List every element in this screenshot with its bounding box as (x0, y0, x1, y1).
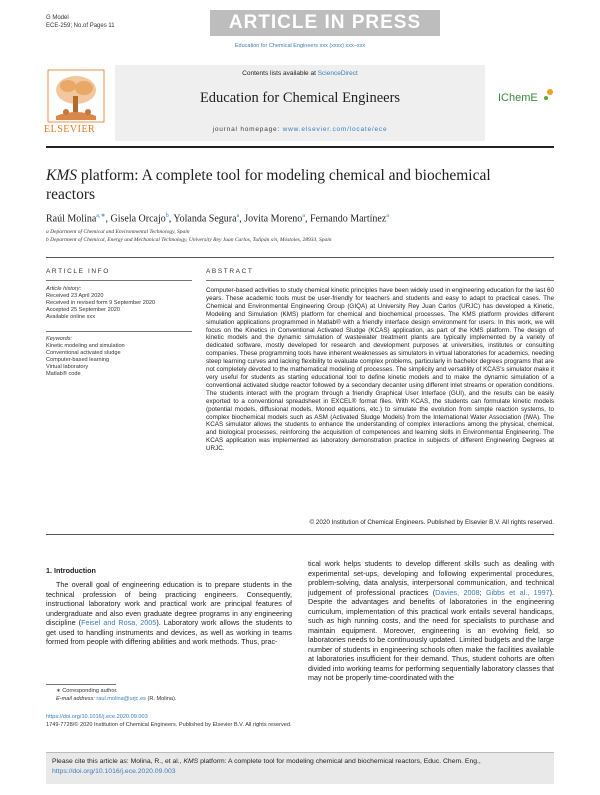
author-sup[interactable]: a (386, 213, 389, 219)
introduction-heading: 1. Introduction (46, 566, 96, 575)
front-matter-rule (46, 257, 554, 258)
masthead-rule (46, 146, 554, 148)
author-name: Raúl Molina (46, 213, 97, 225)
intro-text: ). Despite the advantages and benefits of laboratories in the engineering curriculum, implementation of this practical work entails several handicaps, such as high running costs, and the need for specialists to purchase and maintain equipment. Moreover, engineering is an evolving field, so laboratories needs to be continuously updated. Limited budgets and the large number of students in engineering schools often make the facilities available at laboratories insufficient for their demand. Thus, student cohorts are often divided into working teams for performing sequentially laboratory classes that may not be properly time-coordinated with the (308, 587, 554, 682)
article-info-heading: ARTICLE INFO (46, 268, 110, 275)
keyword-item: Conventional activated sludge (46, 350, 121, 356)
article-title (46, 166, 526, 204)
doi-link[interactable]: https://doi.org/10.1016/j.ece.2020.09.003 (46, 714, 148, 720)
pages-label: ECE-259; No.of Pages 11 (46, 23, 115, 29)
citation-link[interactable]: Feisel and Rosa, 2005 (81, 618, 157, 627)
affiliation-b: b Department of Chemical, Energy and Mechanical Technology, University Rey Juan Carlos, Tulipán s/n, Móstoles, 28933, Spain (46, 237, 332, 243)
corresponding-author: ∗ Corresponding author. (56, 688, 118, 694)
author-sup[interactable]: b (165, 213, 169, 219)
keyword-item: Computer-based learning (46, 357, 110, 363)
email-line (56, 696, 176, 703)
cite-middle: platform: A complete tool for modeling chemical and biochemical reactors, Educ. Chem. Eng., (198, 758, 481, 765)
author-sup[interactable]: a (302, 213, 305, 219)
history-label: Article history: (46, 286, 82, 292)
elsevier-tree-icon (46, 68, 106, 126)
intro-left-column (46, 580, 292, 647)
keywords (46, 336, 125, 378)
history-item: Received in revised form 9 September 2020 (46, 300, 156, 306)
cite-doi-link[interactable]: https://doi.org/10.1016/j.ece.2020.09.003 (52, 767, 176, 775)
author-name: Jovita Moreno (244, 213, 303, 225)
svg-text:IChemE: IChemE (498, 92, 538, 104)
intro-text: ). Laboratory work allows the students to get used to handling instruments and devices, as well as working in teams formed from people with differing abilities and work methods. Thus, prac- (46, 618, 292, 646)
footnote-rule (46, 684, 116, 685)
author-name: Gisela Orcajo (110, 213, 166, 225)
cite-prefix: Please cite this article as: Molina, R., et al., (52, 758, 184, 765)
keyword-item: Matlab® code (46, 371, 81, 377)
keywords-label: Keywords: (46, 336, 73, 342)
email-link[interactable]: raul.molina@urjc.es (96, 696, 146, 702)
journal-title: Education for Chemical Engineers (199, 90, 401, 106)
citation-link[interactable]: Davies, 2008 (435, 587, 480, 597)
keywords-rule (46, 331, 192, 332)
affiliation-a: a Department of Chemical and Environmental Technology, Spain (46, 229, 190, 235)
contents-prefix: Contents lists available at (242, 70, 316, 77)
journal-reference-link[interactable]: Education for Chemical Engineers xxx (xxxx) xxx–xxx (234, 43, 366, 49)
keyword-item: Virtual laboratory (46, 364, 89, 370)
citation-link[interactable]: Gibbs et al., 1997 (485, 587, 550, 597)
issn-line: 1749-7728/© 2020 Institution of Chemical Engineers. Published by Elsevier B.V. All rights reserved. (46, 722, 292, 728)
author-list: Raúl Molina$^{a,∗}$, Gisela Orcajo$^b$, Yolanda Segura$^a$, Jovita Moreno$^a$, Fernando Martínez$^a$ (46, 213, 389, 225)
history-item: Received 23 April 2020 (46, 293, 104, 299)
intro-text: tical work helps students to develop different skills such as dealing with experimental set-ups, developing and following experimental procedures, problem-solving, data analysis, interpersonal communication, and technical judgement of professional practices ( (308, 559, 554, 597)
title-rest: platform: A complete tool for modeling chemical and biochemical reactors (46, 167, 491, 203)
icheme-logo-icon (496, 84, 556, 110)
author-name: Fernando Martínez (309, 213, 387, 225)
intro-text: The overall goal of engineering education is to prepare students in the technical profession of being practicing engineers. Consequently, instructional laboratory work and practical work are principal features of undergraduate and also even graduate degree programs in any engineering discipline ( (46, 580, 292, 627)
intro-right-column (308, 559, 554, 683)
sciencedirect-link[interactable]: ScienceDirect (317, 70, 358, 77)
title-italic: KMS (46, 167, 77, 184)
email-suffix: (R. Molina). (145, 696, 177, 702)
cite-italic: KMS (183, 758, 199, 765)
article-in-press-banner: ARTICLE IN PRESS (210, 10, 440, 36)
author-sup[interactable]: a,∗ (96, 213, 106, 219)
abstract-text: Computer-based activities to study chemical kinetic principles have been widely used in engineering education for the last 60 years. These academic tools must be user-friendly for teachers and students and easy to adapt to practical cases. The Chemical and Environmental Engineering Group (GIQA) at University Rey Juan Carlos (URJC) has developed a Kinetic, Modeling and Simulation (KMS) platform for chemical and biochemical processes. The KMS platform provides different simulation applications programmed in Matlab® with a friendly interface design environment for users. In this work, we will focus on the Kinetics in Conventional Activated Sludge (KCAS) application, as part of the KMS platform. The design of kinetic models and the dynamic simulation of wastewater treatment plants are typically implemented by a variety of dedicated software, mostly developed for research and development purposes at universities, institutes or consulting companies. These programming tools have inherent weaknesses as simulators in virtual laboratories for academics, needing steep learning curves and lacking flexibility to evaluate complex problems, particularly in bachelor degrees programs that are not completely devoted to the mathematical modeling of processes. The simplicity and versatility of KCAS's simulator make it very useful for students as starting educational tool to define kinetic models and to make the dynamic simulation of a conventional activated sludge reactor followed by a secondary decanter using different inlet streams or operation conditions. The students interact with the program through a friendly Graphical User Interface (GUI), and the results can be easily exported to a conventional spreadsheet in EXCEL® format files. With KCAS, the students can formulate kinetic models (potential models, diffusional models, Monod equations, etc.) to simulate the evolution from simple reaction systems, to complex biochemical models such as ASM (Activated Sludge Models) from the International Water Association (IWA). The KCAS simulator allows the students to enhance the understanding of complex interactions among the physical, chemical, and biological processes, reinforcing the acquisition of competences and learning skills in Environmental Engineering. The KCAS application was implemented as laboratory demonstration practice in subjects of different Engineering Degrees at URJC. (206, 287, 554, 453)
contents-line (115, 70, 485, 77)
history-item: Accepted 25 September 2020 (46, 307, 121, 313)
elsevier-logo-text: ELSEVIER (44, 124, 96, 135)
article-history (46, 286, 155, 321)
homepage-link[interactable]: www.elsevier.com/locate/ece (282, 126, 388, 133)
journal-homepage (115, 126, 485, 133)
author-sup[interactable]: a (236, 213, 240, 219)
abstract-end-rule (46, 534, 554, 535)
article-info-rule (46, 280, 192, 281)
abstract-rule (206, 280, 554, 281)
gmodel-label: G Model (46, 15, 69, 21)
history-item: Available online xxx (46, 314, 96, 320)
citation-text (52, 757, 550, 776)
author-name: Yolanda Segura (173, 213, 237, 225)
doi-line (46, 714, 148, 721)
abstract-heading: ABSTRACT (206, 268, 254, 275)
keyword-item: Kinetic modeling and simulation (46, 343, 125, 349)
email-label: E-mail address: (56, 696, 95, 702)
intro-text: ; (479, 587, 486, 597)
abstract-copyright: © 2020 Institution of Chemical Engineers. Published by Elsevier B.V. All rights reserved. (309, 519, 554, 526)
manuscript-code (46, 14, 115, 30)
homepage-prefix: journal homepage: (212, 126, 281, 133)
